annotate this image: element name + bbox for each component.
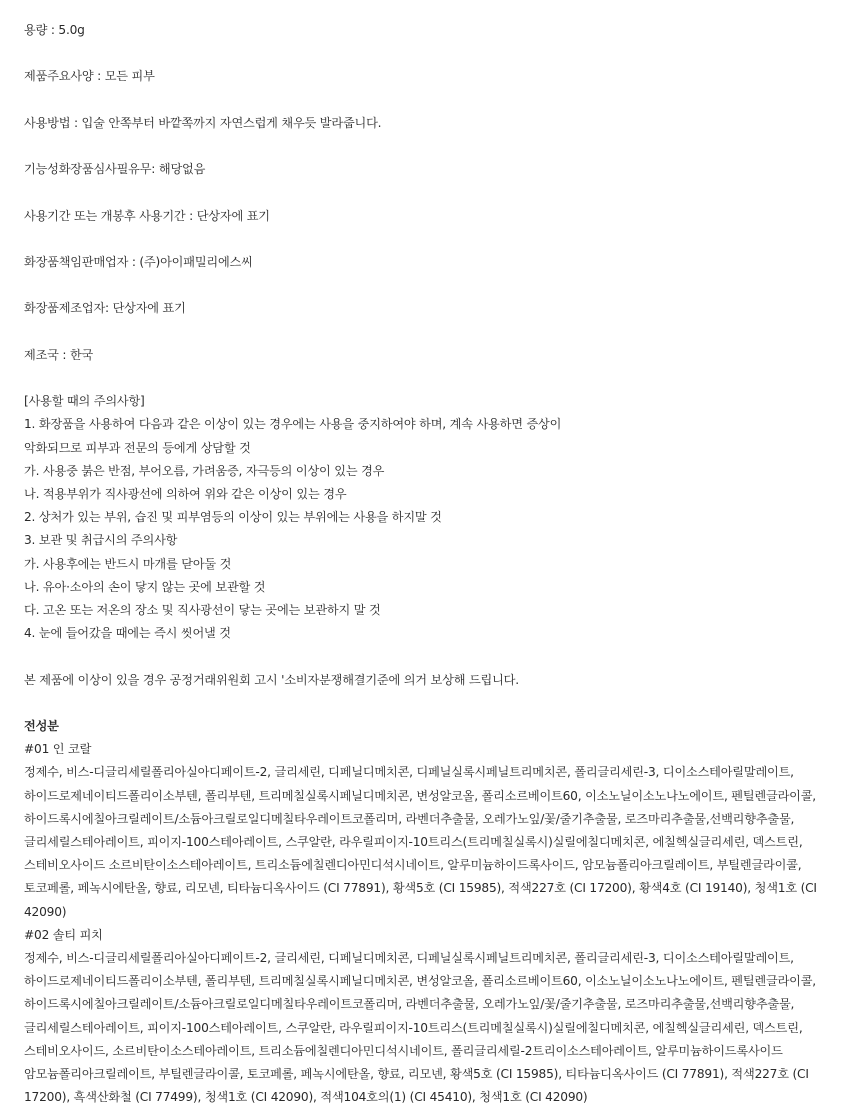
caution-title: [사용할 때의 주의사항] (24, 394, 145, 409)
ingredients-section (24, 715, 836, 1109)
ingredients-title: 전성분 (24, 718, 59, 733)
ingredient-line: 글리세릴스테아레이트, 피이지-100스테아레이트, 스쿠알란, 라우릴피이지-10트리스(트리메칠실록시)실릴에칠디메치콘, 에칠헥실글리세린, 덱스트린, (24, 1020, 803, 1035)
spec-skin-type: 제품주요사양 : 모든 피부 (24, 69, 155, 84)
ingredient-list (24, 947, 836, 1109)
ingredient-line: 하이드록시에칠아크릴레이트/소듐아크릴로일디메칠타우레이트코폴리머, 라벤더추출물, 오레가노잎/꽃/줄기추출물, 로즈마리추출물,선백리향추출물, (24, 811, 795, 826)
ingredient-line: 글리세릴스테아레이트, 피이지-100스테아레이트, 스쿠알란, 라우릴피이지-10트리스(트리메칠실록시)실릴에칠디메치콘, 에칠헥실글리세린, 덱스트린, (24, 834, 803, 849)
ingredient-line: 42090) (24, 904, 67, 919)
spec-manufacturer: 화장품제조업자: 단상자에 표기 (24, 301, 186, 316)
ingredient-line: 17200), 흑색산화철 (CI 77499), 청색1호 (CI 42090), 적색104호의(1) (CI 45410), 청색1호 (CI 42090) (24, 1090, 588, 1105)
spec-distributor: 화장품책임판매업자 : (주)아이패밀리에스씨 (24, 254, 253, 269)
ingredient-line: 하이드로제네이티드폴리이소부텐, 폴리부텐, 트리메칠실록시페닐디메치콘, 변성알코올, 폴리소르베이트60, 이소노닐이소노나노에이트, 펜틸렌글라이콜, (24, 788, 816, 803)
spec-capacity: 용량 : 5.0g (24, 23, 85, 37)
caution-item: 3. 보관 및 취급시의 주의사항 (24, 533, 178, 548)
ingredient-line: 정제수, 비스-디글리세릴폴리아실아디페이트-2, 글리세린, 디페닐디메치콘, 디페닐실록시페닐트리메치콘, 폴리글리세린-3, 디이소스테아릴말레이트, (24, 765, 794, 780)
spec-functional-review: 기능성화장품심사필유무: 해당없음 (24, 162, 206, 177)
ingredient-line: 암모늄폴리아크릴레이트, 부틸렌글라이콜, 토코페롤, 페녹시에탄올, 향료, 리모넨, 황색5호 (CI 15985), 티타늄디옥사이드 (CI 77891), 적색227호 (CI (24, 1066, 809, 1081)
caution-item: 나. 적용부위가 직사광선에 의하여 위와 같은 이상이 있는 경우 (24, 486, 347, 501)
caution-item: 2. 상처가 있는 부위, 습진 및 피부염등의 이상이 있는 부위에는 사용을 하지말 것 (24, 510, 442, 525)
ingredient-line: 스테비오사이드, 소르비탄이소스테아레이트, 트리소듐에칠렌디아민디석시네이트, 폴리글리세릴-2트리이소스테아레이트, 알루미늄하이드록사이드 (24, 1043, 783, 1058)
caution-item: 다. 고온 또는 저온의 장소 및 직사광선이 닿는 곳에는 보관하지 말 것 (24, 602, 381, 617)
caution-item: 악화되므로 피부과 전문의 등에게 상담할 것 (24, 440, 251, 455)
spec-expiry: 사용기간 또는 개봉후 사용기간 : 단상자에 표기 (24, 208, 270, 223)
ingredient-line: 하이드로제네이티드폴리이소부텐, 폴리부텐, 트리메칠실록시페닐디메치콘, 변성알코올, 폴리소르베이트60, 이소노닐이소노나노에이트, 펜틸렌글라이콜, (24, 974, 816, 989)
product-shade-name: #02 솔티 피치 (24, 927, 103, 942)
spec-origin: 제조국 : 한국 (24, 347, 94, 362)
ingredient-line: 하이드록시에칠아크릴레이트/소듐아크릴로일디메칠타우레이트코폴리머, 라벤더추출물, 오레가노잎/꽃/줄기추출물, 로즈마리추출물,선백리향추출물, (24, 997, 795, 1012)
caution-item: 4. 눈에 들어갔을 때에는 즉시 씻어낼 것 (24, 626, 231, 641)
caution-item: 가. 사용중 붉은 반점, 부어오름, 가려움증, 자극등의 이상이 있는 경우 (24, 463, 385, 478)
caution-item: 나. 유아·소아의 손이 닿지 않는 곳에 보관할 것 (24, 579, 266, 594)
caution-section (24, 390, 836, 645)
ingredient-line: 스테비오사이드 소르비탄이소스테아레이트, 트리소듐에칠렌디아민디석시네이트, 알루미늄하이드록사이드, 암모늄폴리아크릴레이트, 부틸렌글라이콜, (24, 858, 802, 873)
spec-usage: 사용방법 : 입술 안쪽부터 바깥쪽까지 자연스럽게 채우듯 발라줍니다. (24, 115, 382, 130)
product-shade-name: #01 인 코랄 (24, 742, 92, 757)
caution-item: 가. 사용후에는 반드시 마개를 닫아둘 것 (24, 556, 232, 571)
ingredient-line: 정제수, 비스-디글리세릴폴리아실아디페이트-2, 글리세린, 디페닐디메치콘, 디페닐실록시페닐트리메치콘, 폴리글리세린-3, 디이소스테아릴말레이트, (24, 950, 794, 965)
caution-item: 1. 화장품을 사용하여 다음과 같은 이상이 있는 경우에는 사용을 중지하여야 하며, 계속 사용하면 증상이 (24, 417, 562, 432)
compensation-notice: 본 제품에 이상이 있을 경우 공정거래위원회 고시 '소비자분쟁해결기준에 의거 보상해 드립니다. (24, 672, 519, 687)
ingredient-list (24, 761, 836, 923)
ingredient-line: 토코페롤, 페녹시에탄올, 향료, 리모넨, 티타늄디옥사이드 (CI 77891), 황색5호 (CI 15985), 적색227호 (CI 17200), 황색4호 (CI 19140), 청색1호 (CI (24, 881, 817, 896)
